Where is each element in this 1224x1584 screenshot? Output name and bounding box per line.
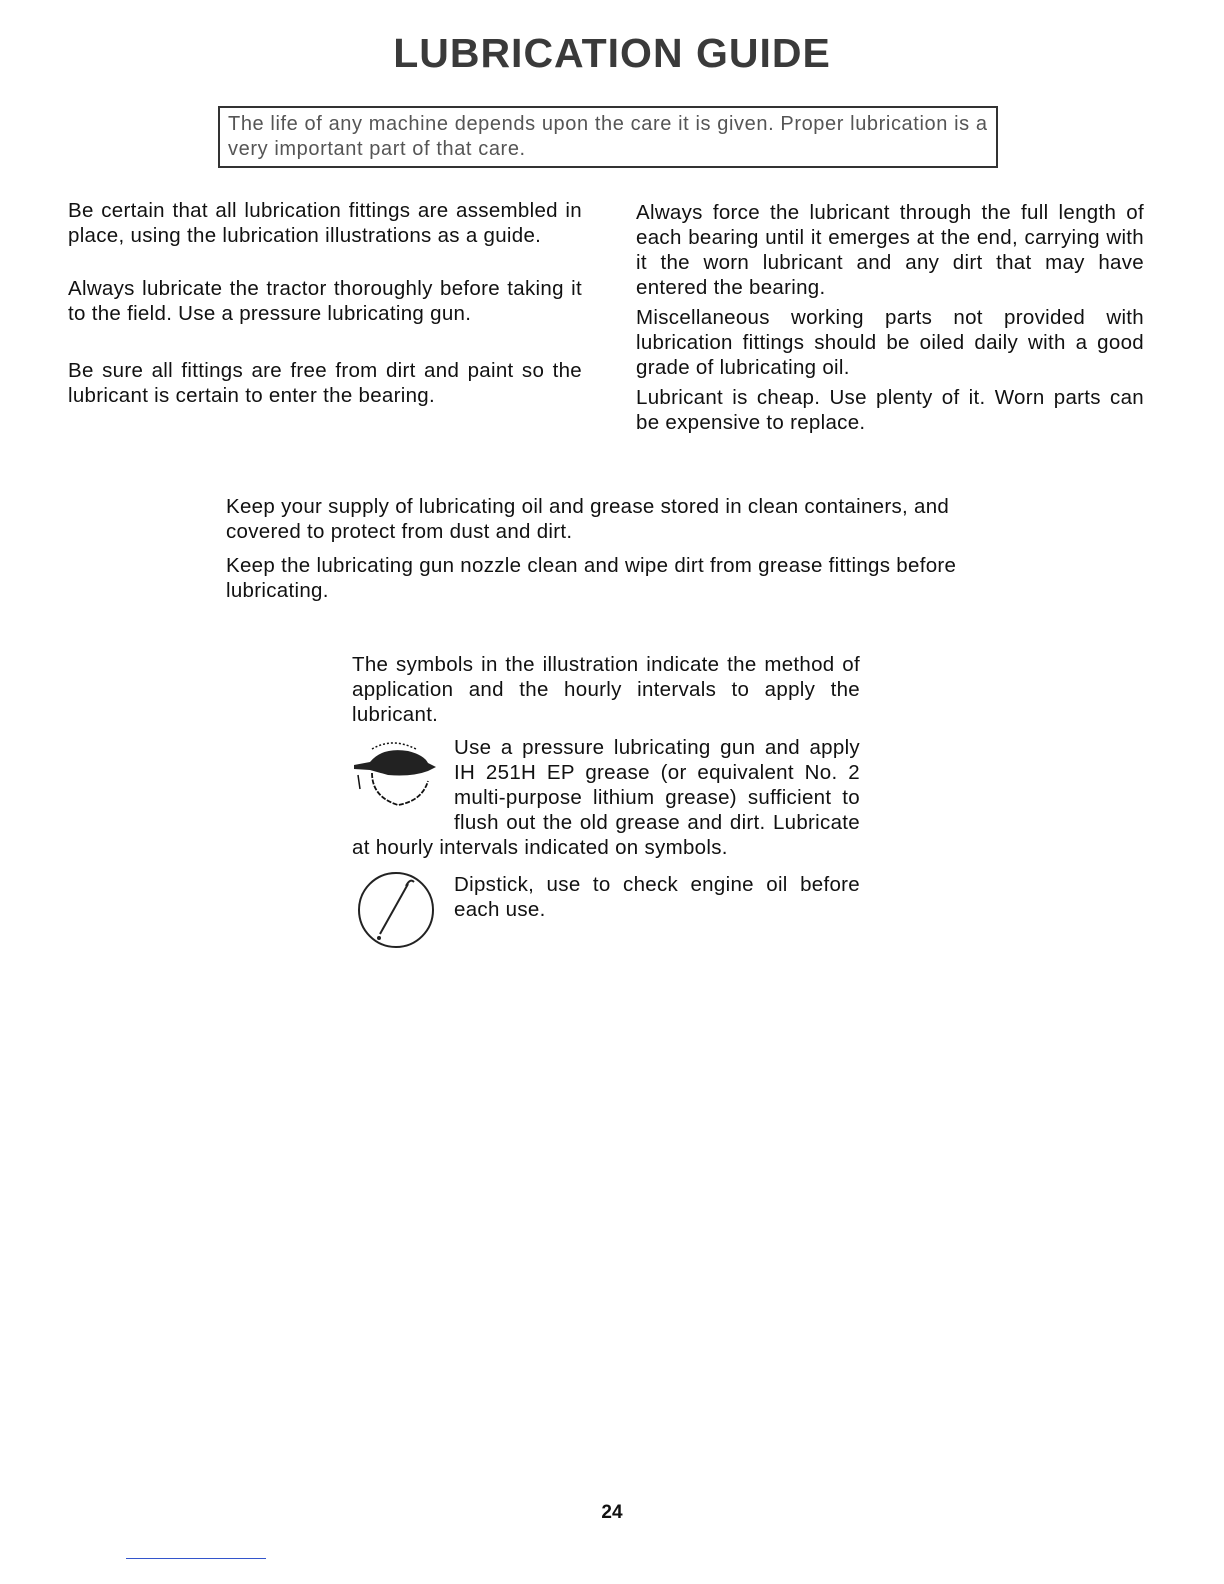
right-paragraph-3: Lubricant is cheap. Use plenty of it. Worn parts can be expensive to replace. xyxy=(636,386,1144,434)
left-paragraph-1: Be certain that all lubrication fittings are assembled in place, using the lubrication illustrations as a guide. xyxy=(68,199,582,247)
dipstick-entry xyxy=(352,870,860,958)
left-paragraph-2: Always lubricate the tractor thoroughly before taking it to the field. Use a pressure lubricating gun. xyxy=(68,277,582,325)
left-column xyxy=(68,198,582,408)
page-title: LUBRICATION GUIDE xyxy=(393,30,831,76)
grease-gun-text: Use a pressure lubricating gun and apply IH 251H EP grease (or equivalent No. 2 multi-purpose lithium grease) sufficient to flush out the old grease and dirt. Lubricate at hourly intervals indicated on symbols. xyxy=(352,736,860,859)
storage-instructions xyxy=(226,494,996,603)
right-paragraph-2: Miscellaneous working parts not provided with lubrication fittings should be oiled daily with a good grade of lubricating oil. xyxy=(636,306,1144,379)
right-column xyxy=(636,200,1144,435)
grease-gun-entry xyxy=(352,735,860,860)
intro-box: The life of any machine depends upon the care it is given. Proper lubrication is a very important part of that care. xyxy=(218,106,998,168)
symbols-section xyxy=(352,652,860,958)
right-paragraph-1: Always force the lubricant through the full length of each bearing until it emerges at the end, carrying with it the worn lubricant and any dirt that may have entered the bearing. xyxy=(636,201,1144,299)
dipstick-icon xyxy=(352,872,440,956)
grease-gun-icon xyxy=(352,737,440,817)
dipstick-text: Dipstick, use to check engine oil before each use. xyxy=(454,873,860,921)
left-paragraph-3: Be sure all fittings are free from dirt and paint so the lubricant is certain to enter the bearing. xyxy=(68,359,582,407)
symbols-intro: The symbols in the illustration indicate the method of application and the hourly intervals to apply the lubricant. xyxy=(352,653,860,726)
storage-paragraph-2: Keep the lubricating gun nozzle clean and wipe dirt from grease fittings before lubricating. xyxy=(226,554,957,602)
footer-rule xyxy=(126,1558,266,1559)
storage-paragraph-1: Keep your supply of lubricating oil and grease stored in clean containers, and covered to protect from dust and dirt. xyxy=(226,495,950,543)
page-number: 24 xyxy=(601,1502,623,1523)
